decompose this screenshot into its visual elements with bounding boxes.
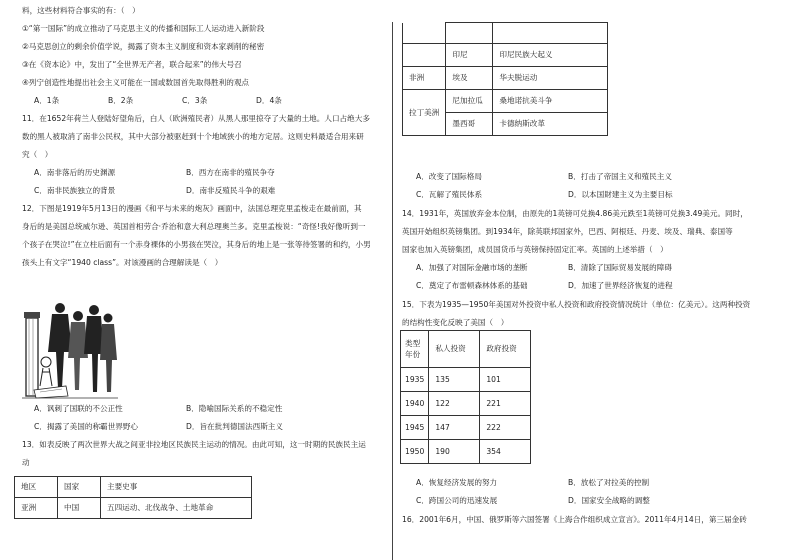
- option-c[interactable]: C．瓦解了殖民体系: [416, 190, 483, 199]
- option-a[interactable]: A．加强了对国际金融市场的垄断: [416, 263, 528, 272]
- table-cell: 354: [480, 440, 531, 464]
- table-cell: 中国: [58, 498, 101, 519]
- table-cell: 墨西哥: [446, 113, 493, 136]
- table-cell: 尼加拉瓜: [446, 90, 493, 113]
- question-12-line-2: 身后的是美国总统威尔逊、英国首相劳合·乔治和意大利总理奥兰多。克里孟梭说：“奇怪!我好像听到一: [22, 222, 366, 231]
- option-a[interactable]: A．恢复经济发展的努力: [416, 478, 498, 487]
- table-cell: 印尼民族大起义: [493, 44, 608, 67]
- table-header-cell: 地区: [15, 477, 58, 498]
- table-header-row: [401, 331, 531, 368]
- question-14-line-2: 英国开始组织英镑集团。到1934年，除英联邦国家外，巴西、阿根廷、丹麦、埃及、瑞典、泰国等: [402, 227, 733, 236]
- table-cell: 拉丁美洲: [403, 90, 446, 136]
- table-cell: 222: [480, 416, 531, 440]
- table-row: [403, 67, 608, 90]
- table-cell: 1935: [401, 368, 429, 392]
- option-b[interactable]: B．放松了对拉美的控制: [568, 478, 650, 487]
- statement-4: ④列宁创造性地提出社会主义可能在一国或数国首先取得胜利的观点: [22, 78, 250, 87]
- question-11-line-3: 究（ ）: [22, 150, 53, 159]
- question-12-line-3: 个孩子在哭泣!”在立柱后面有一个赤身裸体的小男孩在哭泣，其身后的地上是一张等待签署的和约，小男: [22, 240, 371, 249]
- option-c[interactable]: C．奠定了布雷顿森林体系的基础: [416, 281, 528, 290]
- question-13-table: [14, 476, 252, 519]
- table-header-row: [15, 477, 252, 498]
- option-c[interactable]: C．揭露了美国的称霸世界野心: [34, 422, 139, 431]
- option-d[interactable]: D．旨在批判德国法西斯主义: [186, 422, 283, 431]
- table-row: [401, 440, 531, 464]
- question-11-line-1: 11．在1652年荷兰人登陆好望角后，白人（欧洲殖民者）从黑人那里掠夺了大量的土地。人口占绝大多: [22, 114, 370, 123]
- option-d[interactable]: D．以本国財建主义为主要目标: [568, 190, 673, 199]
- table-header-cell: 私人投资: [429, 331, 480, 368]
- table-row: [401, 368, 531, 392]
- option-c[interactable]: C．跨国公司的迅速发展: [416, 496, 498, 505]
- table-cell: 135: [429, 368, 480, 392]
- column-divider: [392, 22, 393, 560]
- table-cell: 桑地诺抗美斗争: [493, 90, 608, 113]
- statement-1: ①“第一国际”的成立推动了马克思主义的传播和国际工人运动进入新阶段: [22, 24, 265, 33]
- option-c[interactable]: C．3条: [182, 96, 208, 105]
- option-a[interactable]: A．讽刺了国联的不公正性: [34, 404, 123, 413]
- table-row: [403, 90, 608, 113]
- option-a[interactable]: A．改变了国际格局: [416, 172, 482, 181]
- table-header-cell: 政府投资: [480, 331, 531, 368]
- question-15-line-1: 15．下表为1935—1950年美国对外投资中私人投资和政府投资情况统计（单位：亿美元）。这两种投资: [402, 300, 751, 309]
- question-15-line-2: 的结构性变化反映了美国（ ）: [402, 318, 509, 327]
- option-b[interactable]: B．西方在南非的殖民争夺: [186, 168, 275, 177]
- option-b[interactable]: B．2条: [108, 96, 134, 105]
- table-header-cell: 主要史事: [101, 477, 252, 498]
- option-b[interactable]: B．清除了国际贸易发展的障碍: [568, 263, 672, 272]
- question-14-line-1: 14．1931年，英国放弃金本位制，由原先的1英镑可兑换4.86美元跌至1英镑可兑换3.49美元。同时，: [402, 209, 748, 218]
- question-16-line-1: 16．2001年6月，中国、俄罗斯等六国签署《上海合作组织成立宣言》。2011年4月14日，第三届金砖: [402, 515, 747, 524]
- table-cell: 101: [480, 368, 531, 392]
- table-cell: 埃及: [446, 67, 493, 90]
- option-d[interactable]: D．国家安全战略的调整: [568, 496, 650, 505]
- question-10-tail: 料，这些材料符合事实的有：（ ）: [22, 6, 140, 15]
- question-14-line-3: 国家也加入英镑集团，成员国货币与英镑保持固定汇率。英国的上述举措（ ）: [402, 245, 668, 254]
- option-d[interactable]: D．加速了世界经济恢复的进程: [568, 281, 673, 290]
- table-cell: 卡德纳斯改革: [493, 113, 608, 136]
- table-cell: 亚洲: [15, 498, 58, 519]
- table-cell: 122: [429, 392, 480, 416]
- question-12-line-1: 12．下图是1919年5月13日的漫画《和平与未来的炮灰》画面中，法国总理克里孟梭走在最前面，其: [22, 204, 362, 213]
- table-row: [403, 23, 608, 44]
- option-b[interactable]: B．隐喻国际关系的不稳定性: [186, 404, 283, 413]
- table-cell: [403, 44, 446, 67]
- table-cell: 1950: [401, 440, 429, 464]
- question-11-line-2: 数的黑人被取消了南非公民权，其中大部分被驱赶到十个地域狭小的地方定居。这则史料最适合用来研: [22, 132, 364, 141]
- table-cell: 印尼: [446, 44, 493, 67]
- option-a[interactable]: A．南非落后的历史渊源: [34, 168, 116, 177]
- table-row: [403, 44, 608, 67]
- question-13-table-continued: [402, 22, 608, 136]
- option-b[interactable]: B．打击了帝国主义和殖民主义: [568, 172, 672, 181]
- table-cell: 华夫脱运动: [493, 67, 608, 90]
- table-cell: 非洲: [403, 67, 446, 90]
- table-cell: [446, 23, 493, 44]
- table-cell: [493, 23, 608, 44]
- table-cell: 147: [429, 416, 480, 440]
- table-cell: 190: [429, 440, 480, 464]
- table-cell: 221: [480, 392, 531, 416]
- statement-3: ③在《资本论》中，发出了“全世界无产者，联合起来”的伟大号召: [22, 60, 242, 69]
- option-c[interactable]: C．南非民族独立的背景: [34, 186, 116, 195]
- table-row: [401, 392, 531, 416]
- cartoon-image: [22, 296, 118, 400]
- table-row: [401, 416, 531, 440]
- table-cell: 1945: [401, 416, 429, 440]
- table-row: [15, 498, 252, 519]
- question-12-line-4: 孩头上有文字“1940 class”。对该漫画的合理解读是（ ）: [22, 258, 223, 267]
- question-15-table: [400, 330, 531, 464]
- option-d[interactable]: D．4条: [256, 96, 282, 105]
- option-d[interactable]: D．南非反殖民斗争的艰难: [186, 186, 276, 195]
- option-a[interactable]: A．1条: [34, 96, 60, 105]
- table-cell: [403, 23, 446, 44]
- table-cell: 1940: [401, 392, 429, 416]
- table-header-cell: 类型 年份: [401, 331, 429, 368]
- table-cell: 五四运动、北伐战争、土地革命: [101, 498, 252, 519]
- statement-2: ②马克思创立的剩余价值学说，揭露了资本主义制度和资本家剥削的秘密: [22, 42, 265, 51]
- question-13-line-1: 13．如表反映了两次世界大战之间亚非拉地区民族民主运动的情况。由此可知，这一时期的民族民主运: [22, 440, 366, 449]
- question-13-line-2: 动: [22, 458, 30, 467]
- table-header-cell: 国家: [58, 477, 101, 498]
